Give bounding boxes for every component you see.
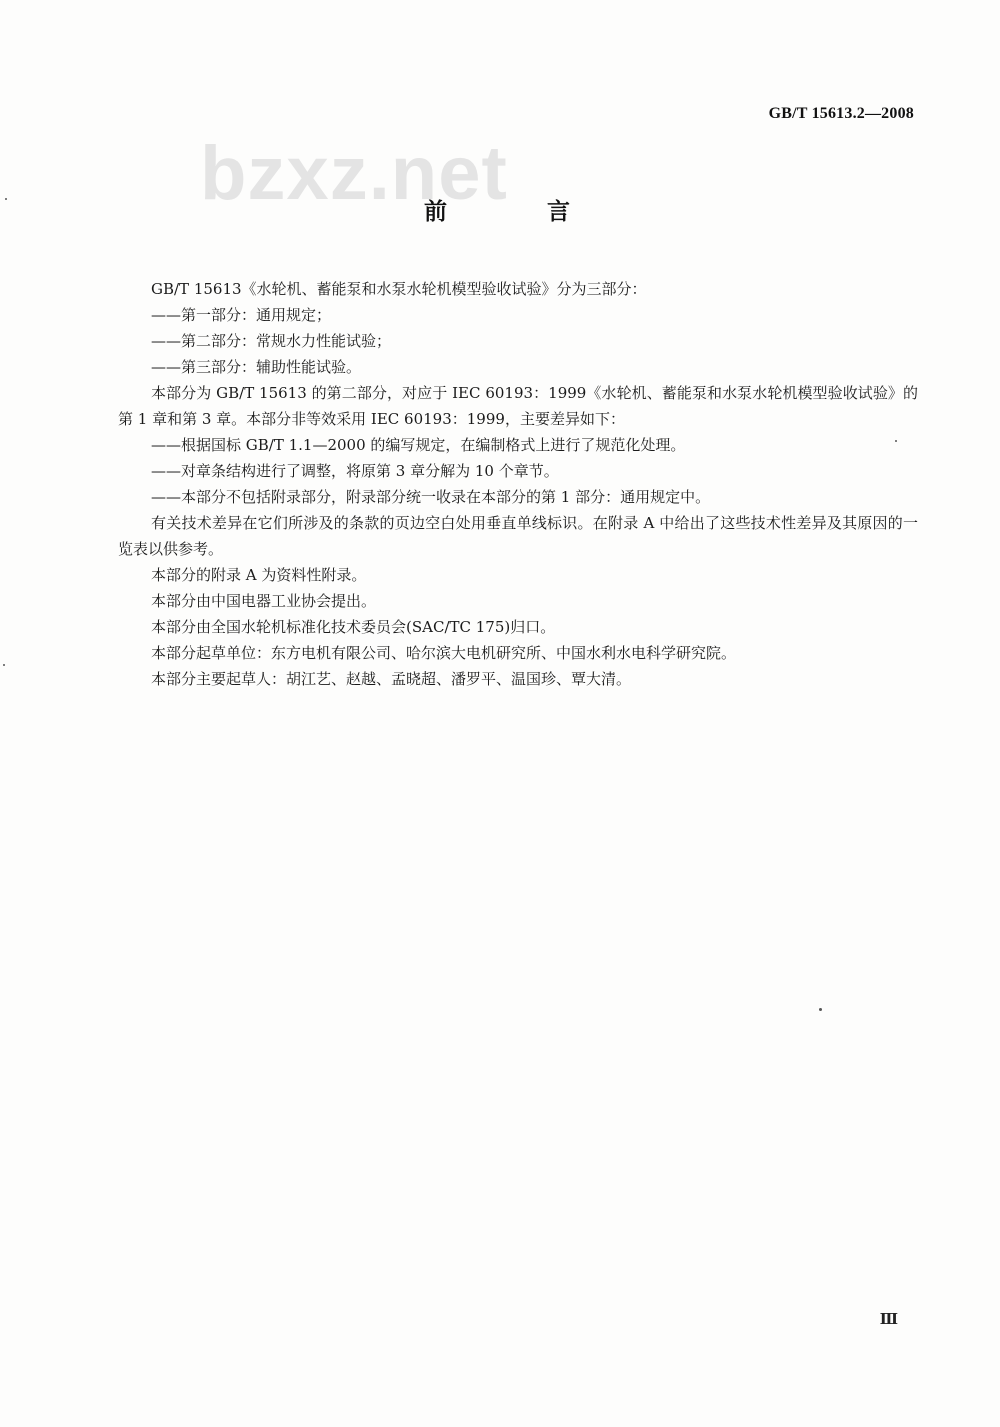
list-item-part1: ——第一部分：通用规定； <box>151 306 332 324</box>
list-item-part3: ——第三部分：辅助性能试验。 <box>151 358 362 376</box>
standard-code: GB/T 15613.2—2008 <box>768 105 914 122</box>
paragraph-centralized-by: 本部分由全国水轮机标准化技术委员会(SAC/TC 175)归口。 <box>151 618 556 636</box>
paragraph-intro: GB/T 15613《水轮机、蓄能泵和水泵水轮机模型验收试验》分为三部分： <box>151 280 647 298</box>
paragraph-proposed-by: 本部分由中国电器工业协会提出。 <box>151 592 377 610</box>
scan-speck <box>819 1008 822 1011</box>
scan-speck <box>5 198 7 200</box>
scan-speck <box>895 440 897 442</box>
list-item-diff1: ——根据国标 GB/T 1.1—2000 的编写规定，在编制格式上进行了规范化处理。 <box>151 436 686 454</box>
list-item-diff2: ——对章条结构进行了调整，将原第 3 章分解为 10 个章节。 <box>151 462 559 480</box>
watermark-logo: bzxz.net <box>200 131 508 216</box>
page-title: 前 言 <box>423 199 616 225</box>
paragraph-correspondence: 本部分为 GB/T 15613 的第二部分，对应于 IEC 60193：1999《水轮机、蓄能泵和水泵水轮机模型验收试验》的第 1 章和第 3 章。本部分非等效采用 IEC 60193：1999，主要差异如下： <box>118 384 918 428</box>
paragraph-drafters: 本部分主要起草人：胡江艺、赵越、孟晓超、潘罗平、温国珍、覃大清。 <box>151 670 632 688</box>
paragraph-drafting-units: 本部分起草单位：东方电机有限公司、哈尔滨大电机研究所、中国水利水电科学研究院。 <box>151 644 737 662</box>
paragraph-annex: 本部分的附录 A 为资料性附录。 <box>151 566 367 584</box>
list-item-diff3: ——本部分不包括附录部分，附录部分统一收录在本部分的第 1 部分：通用规定中。 <box>151 488 711 506</box>
foreword-body <box>118 276 918 692</box>
paragraph-technical-diff: 有关技术差异在它们所涉及的条款的页边空白处用垂直单线标识。在附录 A 中给出了这些技术性差异及其原因的一览表以供参考。 <box>118 514 918 558</box>
page-number: Ⅲ <box>879 1312 898 1328</box>
scan-speck <box>3 664 5 666</box>
list-item-part2: ——第二部分：常规水力性能试验； <box>151 332 392 350</box>
